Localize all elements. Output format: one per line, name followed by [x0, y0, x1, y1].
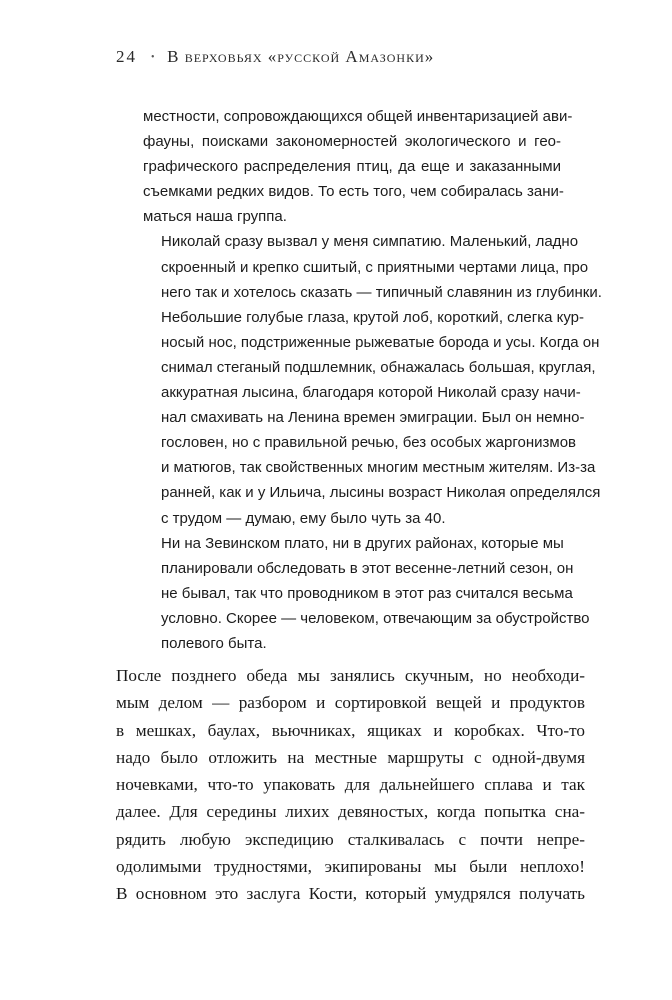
text-line: одолимыми трудностями, экипированы мы были неплохо!: [116, 857, 585, 877]
text-line: нал смахивать на Ленина времен эмиграции. Был он немно-: [161, 409, 585, 427]
text-line: съемками редких видов. То есть того, чем собиралась зани-: [143, 183, 564, 201]
quoted-passage: [143, 104, 602, 656]
body-paragraph: [116, 662, 585, 908]
running-header: [116, 47, 434, 67]
text-line: После позднего обеда мы занялись скучным, но необходи-: [116, 666, 585, 685]
quote-paragraph-2: [143, 229, 602, 530]
text-line: условно. Скорее — человеком, отвечающим за обустройство: [161, 609, 590, 627]
text-line: и матюгов, так свойственных многим местным жителям. Из-за: [161, 459, 596, 477]
text-line: Николай сразу вызвал у меня симпатию. Маленький, ладно: [161, 233, 579, 251]
text-line: снимал стеганый подшлемник, обнажалась большая, круглая,: [161, 358, 596, 376]
text-line: полевого быта.: [161, 634, 267, 652]
quote-paragraph-3: [143, 531, 590, 656]
text-line: рядить любую экспедицию сталкивалась с почти непре-: [116, 829, 585, 849]
text-line: далее. Для середины лихих девяностых, когда попытка сна-: [116, 802, 585, 822]
separator-dot: •: [151, 52, 156, 63]
text-line: надо было отложить на местные маршруты с одной-двумя: [116, 747, 585, 767]
text-line: маться наша группа.: [143, 208, 287, 226]
text-line: планировали обследовать в этот весенне-летний сезон, он: [161, 559, 574, 577]
text-line: мым делом — разбором и сортировкой вещей и продуктов: [116, 693, 585, 713]
text-line: в мешках, баулах, вьючниках, ящиках и коробках. Что-то: [116, 720, 585, 740]
text-line: не бывал, так что проводником в этот раз считался весьма: [161, 584, 573, 602]
text-line: ранней, как и у Ильича, лысины возраст Николая определялся: [161, 484, 601, 502]
page-number: 24: [116, 47, 137, 66]
text-line: В основном это заслуга Кости, который умудрялся получать: [116, 884, 585, 904]
text-line: скроенный и крепко сшитый, с приятными чертами лица, про: [161, 258, 589, 276]
text-line: фауны, поисками закономерностей экологического и гео-: [143, 133, 561, 151]
quote-paragraph-1: [143, 104, 573, 229]
running-title: В верховьях «русской Амазонки»: [167, 47, 435, 66]
text-line: с трудом — думаю, ему было чуть за 40.: [161, 509, 446, 527]
main-body-text: [116, 662, 585, 908]
text-line: носый нос, подстриженные рыжеватые борода и усы. Когда он: [161, 333, 600, 351]
text-line: ночевками, что-то упаковать для дальнейшего сплава и так: [116, 775, 585, 795]
text-line: графического распределения птиц, да еще и заказанными: [143, 158, 561, 176]
text-line: Небольшие голубые глаза, крутой лоб, короткий, слегка кур-: [161, 308, 585, 326]
text-line: Ни на Зевинском плато, ни в других районах, которые мы: [161, 534, 564, 552]
text-line: аккуратная лысина, благодаря которой Николай сразу начи-: [161, 384, 581, 402]
text-line: гословен, но с правильной речью, без особых жаргонизмов: [161, 434, 577, 452]
text-line: него так и хотелось сказать — типичный славянин из глубинки.: [161, 283, 602, 301]
text-line: местности, сопровождающихся общей инвентаризацией ави-: [143, 108, 573, 125]
